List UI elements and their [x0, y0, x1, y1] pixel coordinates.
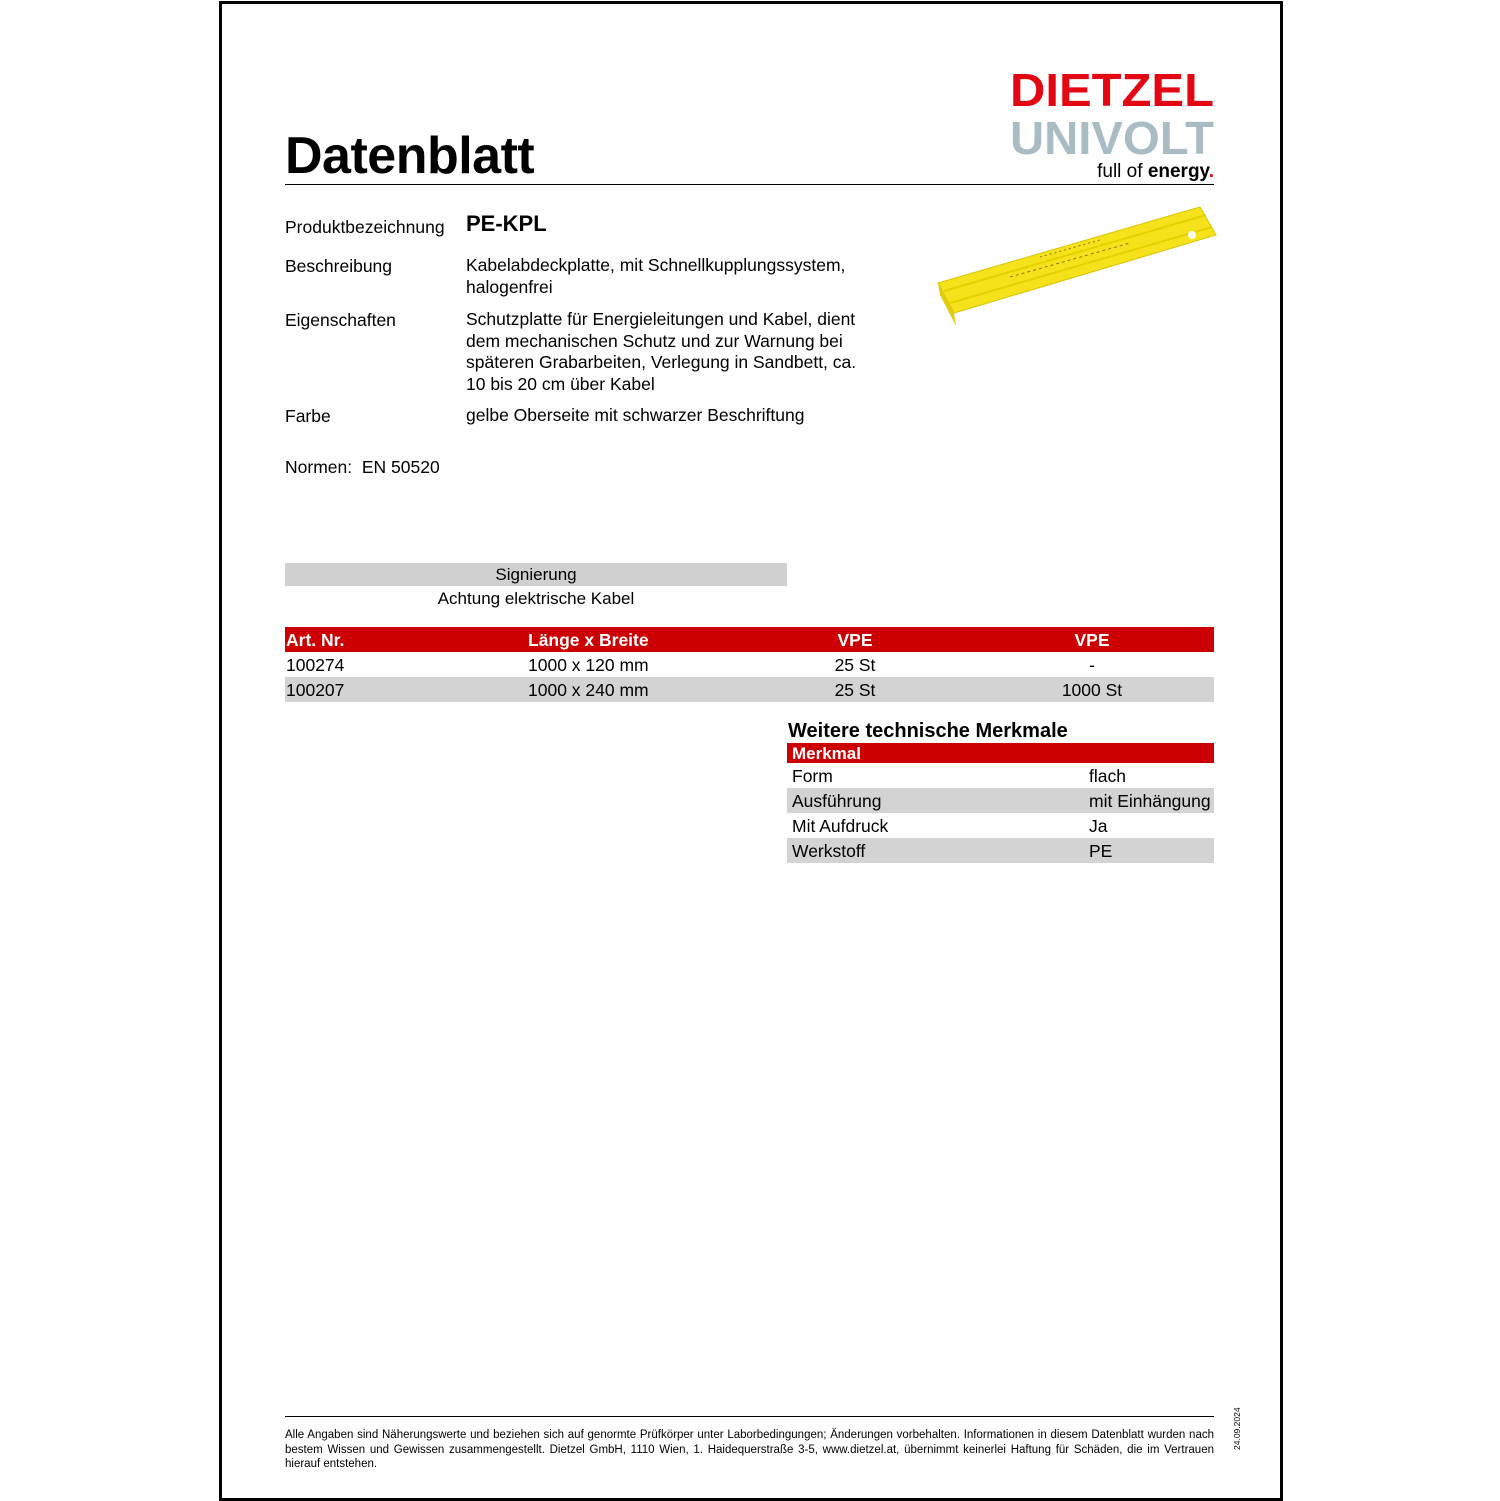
dimensions: 1000 x 240 mm	[528, 680, 649, 700]
properties-line: 10 bis 20 cm über Kabel	[466, 373, 655, 394]
norms-label: Normen:	[285, 457, 353, 477]
table-row	[787, 813, 1214, 838]
title-rule	[285, 184, 1214, 185]
table-row	[285, 652, 1214, 677]
tech-features-table	[787, 743, 1214, 863]
footer-rule	[285, 1416, 1214, 1417]
article-number: 100207	[286, 680, 345, 700]
logo-tagline-b: energy	[1147, 161, 1209, 182]
properties-line: Schutzplatte für Energieleitungen und Kabel, dient	[466, 309, 856, 329]
svg-text:full of energy.	[1097, 161, 1214, 182]
article-table	[285, 627, 1214, 702]
norms	[285, 457, 440, 478]
table-header-row	[787, 743, 1214, 763]
column-header: Art. Nr.	[286, 630, 345, 650]
table-row	[787, 838, 1214, 863]
tech-features-title: Weitere technische Merkmale	[788, 720, 1068, 742]
logo-line2: UNIVOLT	[1010, 112, 1214, 164]
packing-unit: 25 St	[834, 655, 876, 675]
product-name-label: Produktbezeichnung	[285, 217, 445, 237]
document-date: 24.09.2024	[1232, 1407, 1242, 1450]
packing-unit: 25 St	[834, 680, 876, 700]
product-image	[930, 205, 1220, 330]
feature-value: mit Einhängung	[1089, 791, 1211, 811]
logo-line1: DIETZEL	[1010, 66, 1214, 116]
packing-unit: -	[1089, 655, 1095, 675]
page-title: Datenblatt	[285, 127, 535, 185]
norms-value: EN 50520	[361, 457, 440, 477]
dimensions: 1000 x 120 mm	[528, 655, 649, 675]
logo-tagline-a: full of	[1097, 161, 1148, 182]
feature-value: PE	[1089, 841, 1113, 861]
properties-value	[466, 309, 856, 395]
column-header: VPE	[837, 630, 873, 650]
feature-name: Werkstoff	[792, 841, 866, 861]
column-header: VPE	[1074, 630, 1110, 650]
description-label: Beschreibung	[285, 256, 393, 276]
properties-line: dem mechanischen Schutz und zur Warnung bei	[466, 330, 843, 351]
table-row	[787, 788, 1214, 813]
column-header: Länge x Breite	[528, 630, 649, 650]
signing-header: Signierung	[285, 563, 787, 586]
packing-unit: 1000 St	[1061, 680, 1123, 700]
description-value	[466, 255, 845, 298]
article-number: 100274	[286, 655, 345, 675]
feature-value: Ja	[1089, 816, 1108, 836]
color-value: gelbe Oberseite mit schwarzer Beschriftung	[466, 405, 805, 425]
logo-tagline-dot: .	[1208, 161, 1214, 182]
table-header-row	[285, 627, 1214, 652]
table-row	[787, 763, 1214, 788]
company-logo	[1010, 66, 1216, 182]
description-line: halogenfrei	[466, 276, 553, 297]
feature-name: Form	[792, 766, 833, 786]
table-row	[285, 677, 1214, 702]
properties-line: späteren Grabarbeiten, Verlegung in Sandbett, ca.	[466, 352, 857, 372]
properties-label: Eigenschaften	[285, 310, 396, 330]
footer-disclaimer: Alle Angaben sind Näherungswerte und beziehen sich auf genormte Prüfkörper unter Laborbedingungen; Änderungen vorbehalten. Informationen in diesem Datenblatt wurden nach bestem Wissen und Gewissen zusammengestellt. Dietzel GmbH, 1110 Wien, 1. Haidequerstraße 3-5, www.dietzel.at, übernimmt keinerlei Haftung für Schäden, die im Vertrauen hierauf entstehen.	[285, 1429, 1214, 1470]
column-header: Merkmal	[792, 744, 861, 763]
product-name: PE-KPL	[466, 211, 547, 236]
color-label: Farbe	[285, 406, 331, 426]
signing-value: Achtung elektrische Kabel	[437, 589, 635, 608]
feature-value: flach	[1089, 766, 1126, 786]
feature-name: Mit Aufdruck	[792, 816, 889, 836]
feature-name: Ausführung	[792, 791, 882, 811]
description-line: Kabelabdeckplatte, mit Schnellkupplungssystem,	[466, 255, 846, 275]
